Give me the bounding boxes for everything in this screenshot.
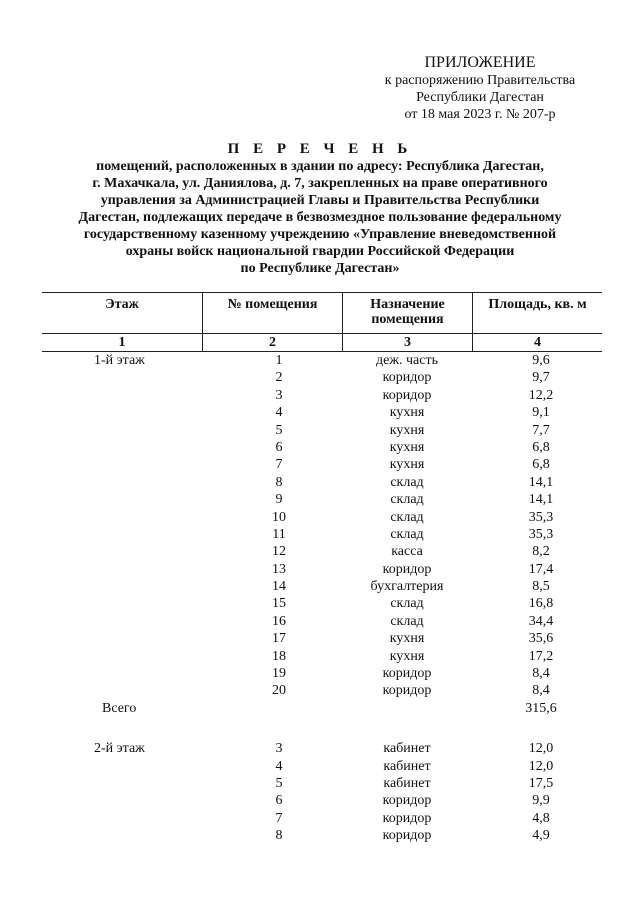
column-number: 4 [472, 334, 602, 351]
perechen-line: г. Махачкала, ул. Даниялова, д. 7, закрепленных на праве оперативного [92, 176, 548, 191]
floor-cell [42, 491, 202, 508]
floor-cell [42, 595, 202, 612]
header-area: Площадь, кв. м [472, 293, 602, 333]
floor-cell [42, 422, 202, 439]
room-number-cell: 7 [275, 457, 283, 473]
table-row [42, 740, 602, 757]
purpose-cell: коридор [382, 828, 432, 844]
purpose-cell: касса [391, 544, 423, 560]
room-number-cell: 9 [275, 492, 283, 508]
area-cell: 7,7 [532, 422, 550, 438]
empty-cell [202, 700, 342, 717]
purpose-cell: деж. часть [376, 353, 438, 368]
area-cell: 17,2 [528, 648, 554, 664]
table-row [42, 775, 602, 792]
area-cell: 35,6 [528, 631, 554, 647]
room-number-cell: 12 [272, 544, 286, 560]
area-cell: 9,6 [532, 353, 550, 368]
area-cell: 17,5 [528, 775, 554, 791]
purpose-cell: коридор [382, 370, 432, 386]
perechen-line: управления за Администрацией Главы и Правительства Республики [100, 193, 540, 208]
floor-cell [42, 665, 202, 682]
room-number-cell: 8 [275, 828, 283, 844]
room-number-cell: 7 [275, 810, 283, 826]
area-cell: 12,0 [528, 758, 554, 774]
annex-line: Республики Дагестан [416, 90, 544, 105]
perechen-line: государственному казенному учреждению «Управление вневедомственной [83, 227, 557, 242]
table-row [42, 491, 602, 508]
area-cell: 6,8 [532, 457, 550, 473]
table-row [42, 665, 602, 682]
perechen-line: помещений, расположенных в здании по адресу: Республика Дагестан, [96, 159, 544, 174]
table-row [42, 810, 602, 827]
room-number-cell: 3 [275, 741, 283, 757]
purpose-cell: кухня [389, 631, 425, 647]
table-row [42, 439, 602, 456]
area-cell: 8,4 [532, 666, 550, 682]
purpose-cell: склад [390, 474, 424, 490]
table-row [42, 827, 602, 844]
area-cell: 9,9 [532, 793, 550, 809]
floor-cell [42, 509, 202, 526]
table-row [42, 369, 602, 386]
table-row [42, 613, 602, 630]
floor-cell [42, 474, 202, 491]
table-row [42, 474, 602, 491]
floor-cell [42, 758, 202, 775]
floor-cell [42, 369, 202, 386]
floor-cell [42, 810, 202, 827]
room-number-cell: 13 [272, 561, 286, 577]
annex-date-line: от 18 мая 2023 г. № 207-р [404, 107, 556, 122]
floor-cell [42, 561, 202, 578]
room-number-cell: 5 [275, 422, 283, 438]
table-row [42, 526, 602, 543]
column-number: 2 [202, 334, 342, 351]
room-number-cell: 15 [272, 596, 286, 612]
area-cell: 34,4 [528, 613, 554, 629]
floor-cell: 1-й этаж [94, 353, 145, 368]
room-number-cell: 3 [275, 387, 283, 403]
area-cell: 17,4 [528, 561, 554, 577]
floor-cell [42, 630, 202, 647]
area-cell: 35,3 [528, 509, 554, 525]
area-cell: 9,1 [532, 405, 550, 421]
area-cell: 14,1 [528, 474, 554, 490]
empty-cell [342, 700, 472, 717]
room-number-cell: 6 [275, 793, 283, 809]
purpose-cell: кухня [389, 648, 425, 664]
floor-cell [42, 526, 202, 543]
perechen-line: Дагестан, подлежащих передаче в безвозмездное пользование федеральному [78, 210, 562, 225]
table-row [42, 543, 602, 560]
column-number: 1 [118, 335, 126, 350]
purpose-cell: склад [390, 509, 424, 525]
area-cell: 12,0 [528, 741, 554, 757]
table-header [42, 292, 602, 334]
room-number-cell: 17 [272, 631, 286, 647]
area-cell: 12,2 [528, 387, 554, 403]
premises-table [42, 292, 602, 845]
perechen-line: по Республике Дагестан» [240, 261, 400, 276]
area-cell: 8,5 [532, 579, 550, 595]
purpose-cell: кабинет [383, 741, 431, 757]
area-cell: 14,1 [528, 492, 554, 508]
purpose-cell: склад [390, 492, 424, 508]
room-number-cell: 5 [275, 775, 283, 791]
area-cell: 8,4 [532, 683, 550, 699]
total-row [42, 700, 602, 717]
area-cell: 4,8 [532, 810, 550, 826]
room-number-cell: 4 [275, 758, 283, 774]
room-number-cell: 20 [272, 683, 286, 699]
floor-cell [42, 775, 202, 792]
purpose-cell: коридор [382, 683, 432, 699]
purpose-cell: бухгалтерия [370, 579, 444, 595]
floor-cell [42, 387, 202, 404]
table-row [42, 578, 602, 595]
table-row [42, 456, 602, 473]
room-number-cell: 8 [275, 474, 283, 490]
purpose-cell: кухня [389, 457, 425, 473]
table-row [42, 561, 602, 578]
table-row [42, 422, 602, 439]
table-row [42, 792, 602, 809]
spacer [42, 717, 602, 740]
purpose-cell: кухня [389, 439, 425, 455]
total-value: 315,6 [525, 700, 557, 716]
area-cell: 4,9 [532, 828, 550, 844]
table-row [42, 509, 602, 526]
floor-cell [42, 439, 202, 456]
total-label: Всего [102, 700, 137, 716]
floor-cell [42, 827, 202, 844]
purpose-cell: кабинет [383, 775, 431, 791]
floor-cell [42, 404, 202, 421]
column-number: 3 [342, 334, 472, 351]
area-cell: 6,8 [532, 439, 550, 455]
room-number-cell: 10 [272, 509, 286, 525]
annex-line: к распоряжению Правительства [384, 73, 576, 88]
table-row [42, 404, 602, 421]
perechen-line: охраны войск национальной гвардии Российской Федерации [125, 244, 515, 259]
table-row [42, 352, 602, 369]
area-cell: 9,7 [532, 370, 550, 386]
floor-cell [42, 543, 202, 560]
floor-cell: 2-й этаж [94, 741, 145, 757]
table-row [42, 758, 602, 775]
purpose-cell: коридор [382, 793, 432, 809]
header-floor: Этаж [105, 297, 139, 312]
purpose-cell: склад [390, 613, 424, 629]
annex-title: ПРИЛОЖЕНИЕ [424, 54, 536, 71]
column-number-row [42, 334, 602, 352]
table-row [42, 387, 602, 404]
purpose-cell: коридор [382, 810, 432, 826]
room-number-cell: 4 [275, 405, 283, 421]
floor-cell [42, 648, 202, 665]
annex-block [330, 54, 630, 123]
table-row [42, 648, 602, 665]
perechen-title: П Е Р Е Ч Е Н Ь [227, 141, 413, 157]
floor-cell [42, 792, 202, 809]
floor-cell [42, 682, 202, 699]
purpose-cell: коридор [382, 387, 432, 403]
room-number-cell: 19 [272, 666, 286, 682]
floor-cell [42, 578, 202, 595]
floor-cell [42, 456, 202, 473]
table-row [42, 630, 602, 647]
header-purpose: Назначение помещения [342, 293, 472, 333]
purpose-cell: коридор [382, 561, 432, 577]
table-body [42, 352, 602, 845]
area-cell: 35,3 [528, 526, 554, 542]
room-number-cell: 14 [272, 579, 286, 595]
area-cell: 16,8 [528, 596, 554, 612]
floor-cell [42, 613, 202, 630]
header-room-number: № помещения [202, 293, 342, 333]
purpose-cell: коридор [382, 666, 432, 682]
room-number-cell: 11 [272, 526, 286, 542]
purpose-cell: кухня [389, 422, 425, 438]
purpose-cell: склад [390, 596, 424, 612]
room-number-cell: 16 [272, 613, 286, 629]
purpose-cell: кухня [389, 405, 425, 421]
area-cell: 8,2 [532, 544, 550, 560]
room-number-cell: 2 [275, 370, 283, 386]
purpose-cell: кабинет [383, 758, 431, 774]
document-heading [0, 140, 640, 277]
room-number-cell: 18 [272, 648, 286, 664]
table-row [42, 682, 602, 699]
table-row [42, 595, 602, 612]
room-number-cell: 1 [275, 353, 283, 368]
purpose-cell: склад [390, 526, 424, 542]
room-number-cell: 6 [275, 439, 283, 455]
